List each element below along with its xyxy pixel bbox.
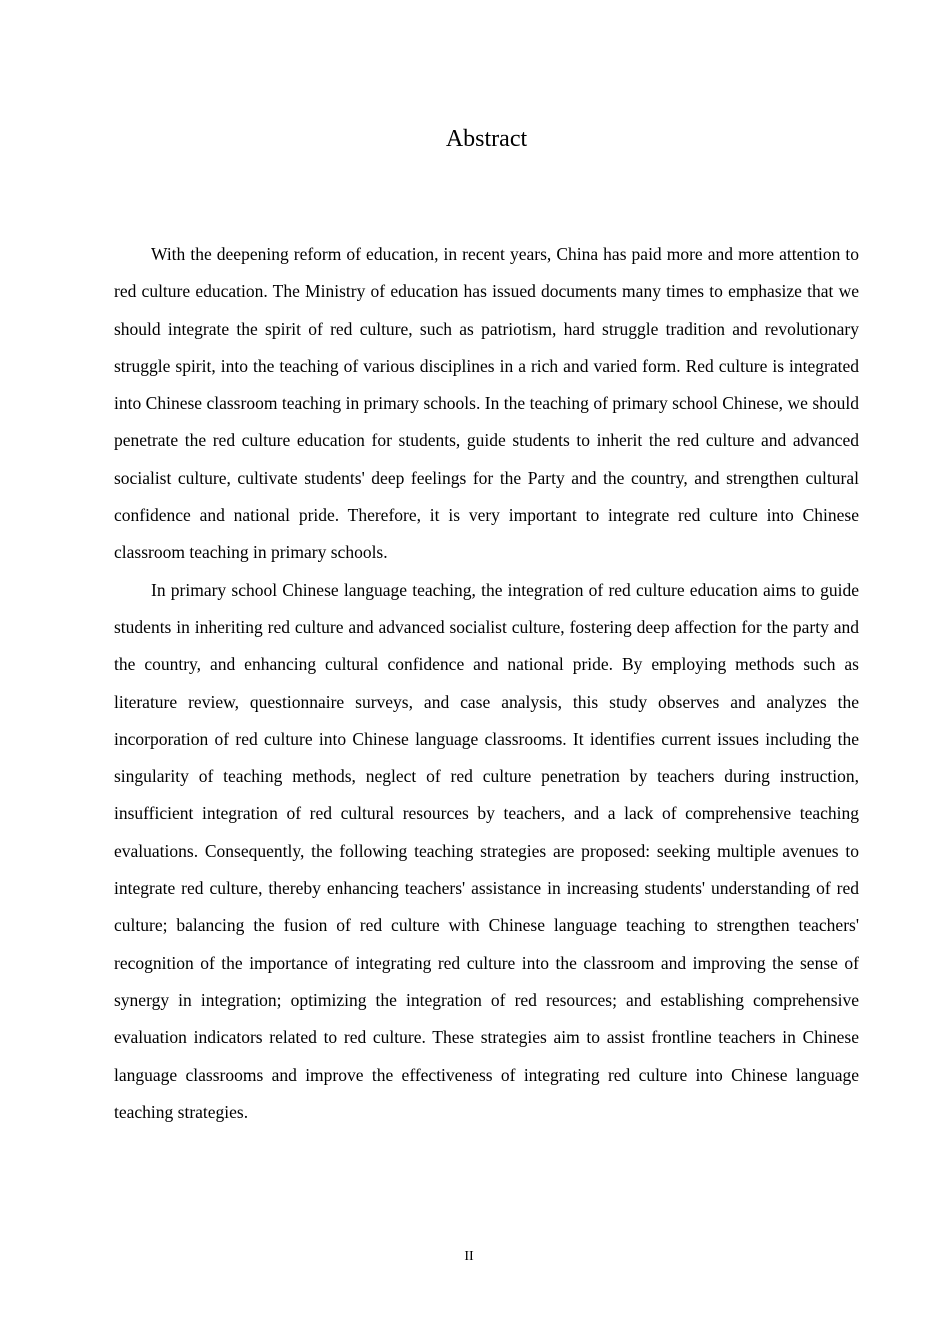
page-number: II xyxy=(464,1249,474,1264)
abstract-body xyxy=(114,236,859,1131)
abstract-paragraph-1: With the deepening reform of education, in recent years, China has paid more and more attention to red culture education. The Ministry of education has issued documents many times to emphasize that we should integrate the spirit of red culture, such as patriotism, hard struggle tradition and revolutionary struggle spirit, into the teaching of various disciplines in a rich and varied form. Red culture is integrated into Chinese classroom teaching in primary schools. In the teaching of primary school Chinese, we should penetrate the red culture education for students, guide students to inherit the red culture and advanced socialist culture, cultivate students' deep feelings for the Party and the country, and strengthen cultural confidence and national pride. Therefore, it is very important to integrate red culture into Chinese classroom teaching in primary schools. xyxy=(114,244,859,563)
abstract-paragraph-2: In primary school Chinese language teaching, the integration of red culture education aims to guide students in inheriting red culture and advanced socialist culture, fostering deep affection for the party and the country, and enhancing cultural confidence and national pride. By employing methods such as literature review, questionnaire surveys, and case analysis, this study observes and analyzes the incorporation of red culture into Chinese language classrooms. It identifies current issues including the singularity of teaching methods, neglect of red culture penetration by teachers during instruction, insufficient integration of red cultural resources by teachers, and a lack of comprehensive teaching evaluations. Consequently, the following teaching strategies are proposed: seeking multiple avenues to integrate red culture, thereby enhancing teachers' assistance in increasing students' understanding of red culture; balancing the fusion of red culture with Chinese language teaching to strengthen teachers' recognition of the importance of integrating red culture into the classroom and improving the sense of synergy in integration; optimizing the integration of red resources; and establishing comprehensive evaluation indicators related to red culture. These strategies aim to assist frontline teachers in Chinese language classrooms and improve the effectiveness of integrating red culture into Chinese language teaching strategies. xyxy=(114,579,859,1122)
abstract-title: Abstract xyxy=(445,126,528,152)
